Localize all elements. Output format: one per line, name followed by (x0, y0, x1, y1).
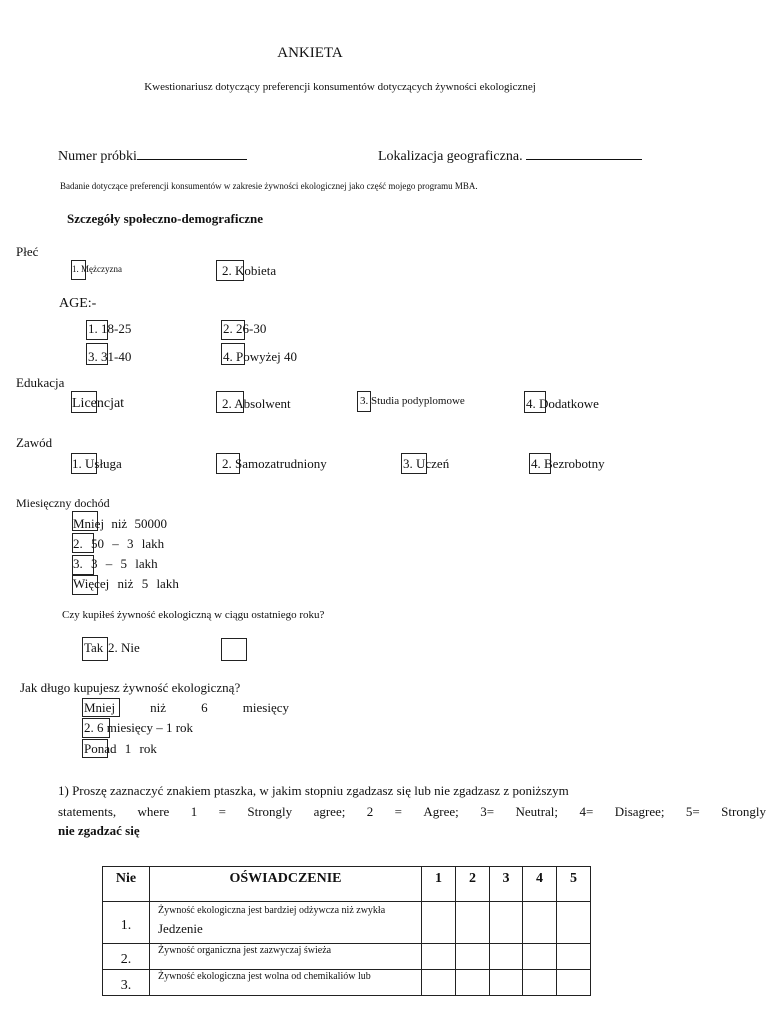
rating-cell-3[interactable] (490, 902, 523, 944)
education-bachelor-label: Licencjat (72, 396, 125, 411)
header-statement: OŚWIADCZENIE (150, 867, 422, 902)
duration-opt3-label: Ponad 1 rok (84, 741, 157, 756)
purchased-no-checkbox[interactable] (221, 638, 247, 661)
income-opt3-label: 3. 3 – 5 lakh (73, 556, 158, 571)
duration-opt1-label: Mniej niż 6 miesięcy (84, 700, 289, 715)
header-col-3: 3 (490, 867, 523, 902)
income-opt2-label: 2. 50 – 3 lakh (73, 536, 165, 551)
header-col-2: 2 (456, 867, 490, 902)
header-no: Nie (103, 867, 150, 902)
row-statement: Żywność organiczna jest zazwyczaj świeża (150, 944, 422, 970)
intro-text: Badanie dotyczące preferencji konsumentów w zakresie żywności ekologicznej jako część mojego programu MBA. (60, 181, 478, 191)
instruction-line1: 1) Proszę zaznaczyć znakiem ptaszka, w jakim stopniu zgadzasz się lub nie zgadzasz z poniższym (58, 783, 569, 798)
rating-cell-3[interactable] (490, 970, 523, 996)
table-row (103, 944, 591, 970)
table-header-row (103, 867, 591, 902)
duration-question: Jak długo kupujesz żywność ekologiczną? (20, 680, 241, 695)
rating-cell-1[interactable] (422, 902, 456, 944)
occupation-service-label: 1. Usługa (72, 456, 122, 471)
sample-number-field[interactable] (58, 147, 247, 165)
education-label: Edukacja (16, 375, 65, 390)
rating-cell-4[interactable] (523, 944, 557, 970)
rating-cell-1[interactable] (422, 944, 456, 970)
age-over-40-label: 4. Powyżej 40 (223, 349, 298, 364)
header-col-1: 1 (422, 867, 456, 902)
rating-cell-5[interactable] (557, 902, 591, 944)
education-additional-label: 4. Dodatkowe (526, 396, 599, 411)
row-number: 1. (103, 902, 150, 944)
header-col-5: 5 (557, 867, 591, 902)
education-postgraduate-label: 3. Studia podyplomowe (360, 395, 465, 407)
rating-cell-1[interactable] (422, 970, 456, 996)
instruction-line3: nie zgadzać się (58, 823, 140, 838)
gender-male-label: 1. Mężczyzna (72, 264, 122, 274)
education-graduate-label: 2. Absolwent (222, 396, 291, 411)
location-blank[interactable] (526, 147, 642, 160)
age-31-40-label: 3. 31-40 (88, 349, 132, 364)
row-number: 2. (103, 944, 150, 970)
rating-cell-2[interactable] (456, 944, 490, 970)
purchased-no-label: 2. Nie (108, 640, 140, 655)
occupation-unemployed-label: 4. Bezrobotny (531, 456, 605, 471)
purchased-question: Czy kupiłeś żywność ekologiczną w ciągu ostatniego roku? (62, 609, 325, 621)
gender-female-label: 2. Kobieta (222, 263, 277, 278)
occupation-label: Zawód (16, 435, 53, 450)
row-statement: Żywność ekologiczna jest wolna od chemikaliów lub (150, 970, 422, 996)
age-label: AGE:- (59, 296, 97, 311)
header-col-4: 4 (523, 867, 557, 902)
rating-cell-4[interactable] (523, 970, 557, 996)
rating-cell-5[interactable] (557, 944, 591, 970)
statements-table (102, 866, 591, 996)
location-label: Lokalizacja geograficzna. (378, 149, 523, 164)
rating-cell-3[interactable] (490, 944, 523, 970)
income-opt1-label: Mniej niż 50000 (73, 516, 167, 531)
income-label: Miesięczny dochód (16, 496, 110, 510)
page-subtitle: Kwestionariusz dotyczący preferencji konsumentów dotyczących żywności ekologicznej (144, 81, 536, 93)
table-row (103, 902, 591, 944)
instruction-line2: statements, where 1 = Strongly agree; 2 = Agree; 3= Neutral; 4= Disagree; 5= Strongly (58, 804, 766, 819)
rating-cell-2[interactable] (456, 902, 490, 944)
purchased-yes-label: Tak (84, 640, 104, 655)
location-field[interactable] (378, 147, 642, 165)
rating-cell-5[interactable] (557, 970, 591, 996)
table-row (103, 970, 591, 996)
occupation-self-employed-label: 2. Samozatrudniony (222, 456, 327, 471)
rating-cell-4[interactable] (523, 902, 557, 944)
rating-cell-2[interactable] (456, 970, 490, 996)
duration-opt2-label: 2. 6 miesięcy – 1 rok (84, 720, 194, 735)
sample-number-label: Numer próbki (58, 149, 137, 164)
sample-number-blank[interactable] (137, 147, 247, 160)
page-title: ANKIETA (277, 45, 343, 61)
gender-label: Płeć (16, 244, 39, 259)
income-opt4-label: Więcej niż 5 lakh (73, 576, 179, 591)
age-18-25-label: 1. 18-25 (88, 321, 132, 336)
occupation-student-label: 3. Uczeń (403, 456, 450, 471)
row-number: 3. (103, 970, 150, 996)
row-statement: Żywność ekologiczna jest bardziej odżywcza niż zwykła Jedzenie (150, 902, 422, 944)
age-26-30-label: 2. 26-30 (223, 321, 267, 336)
section-title: Szczegóły społeczno-demograficzne (67, 211, 264, 226)
